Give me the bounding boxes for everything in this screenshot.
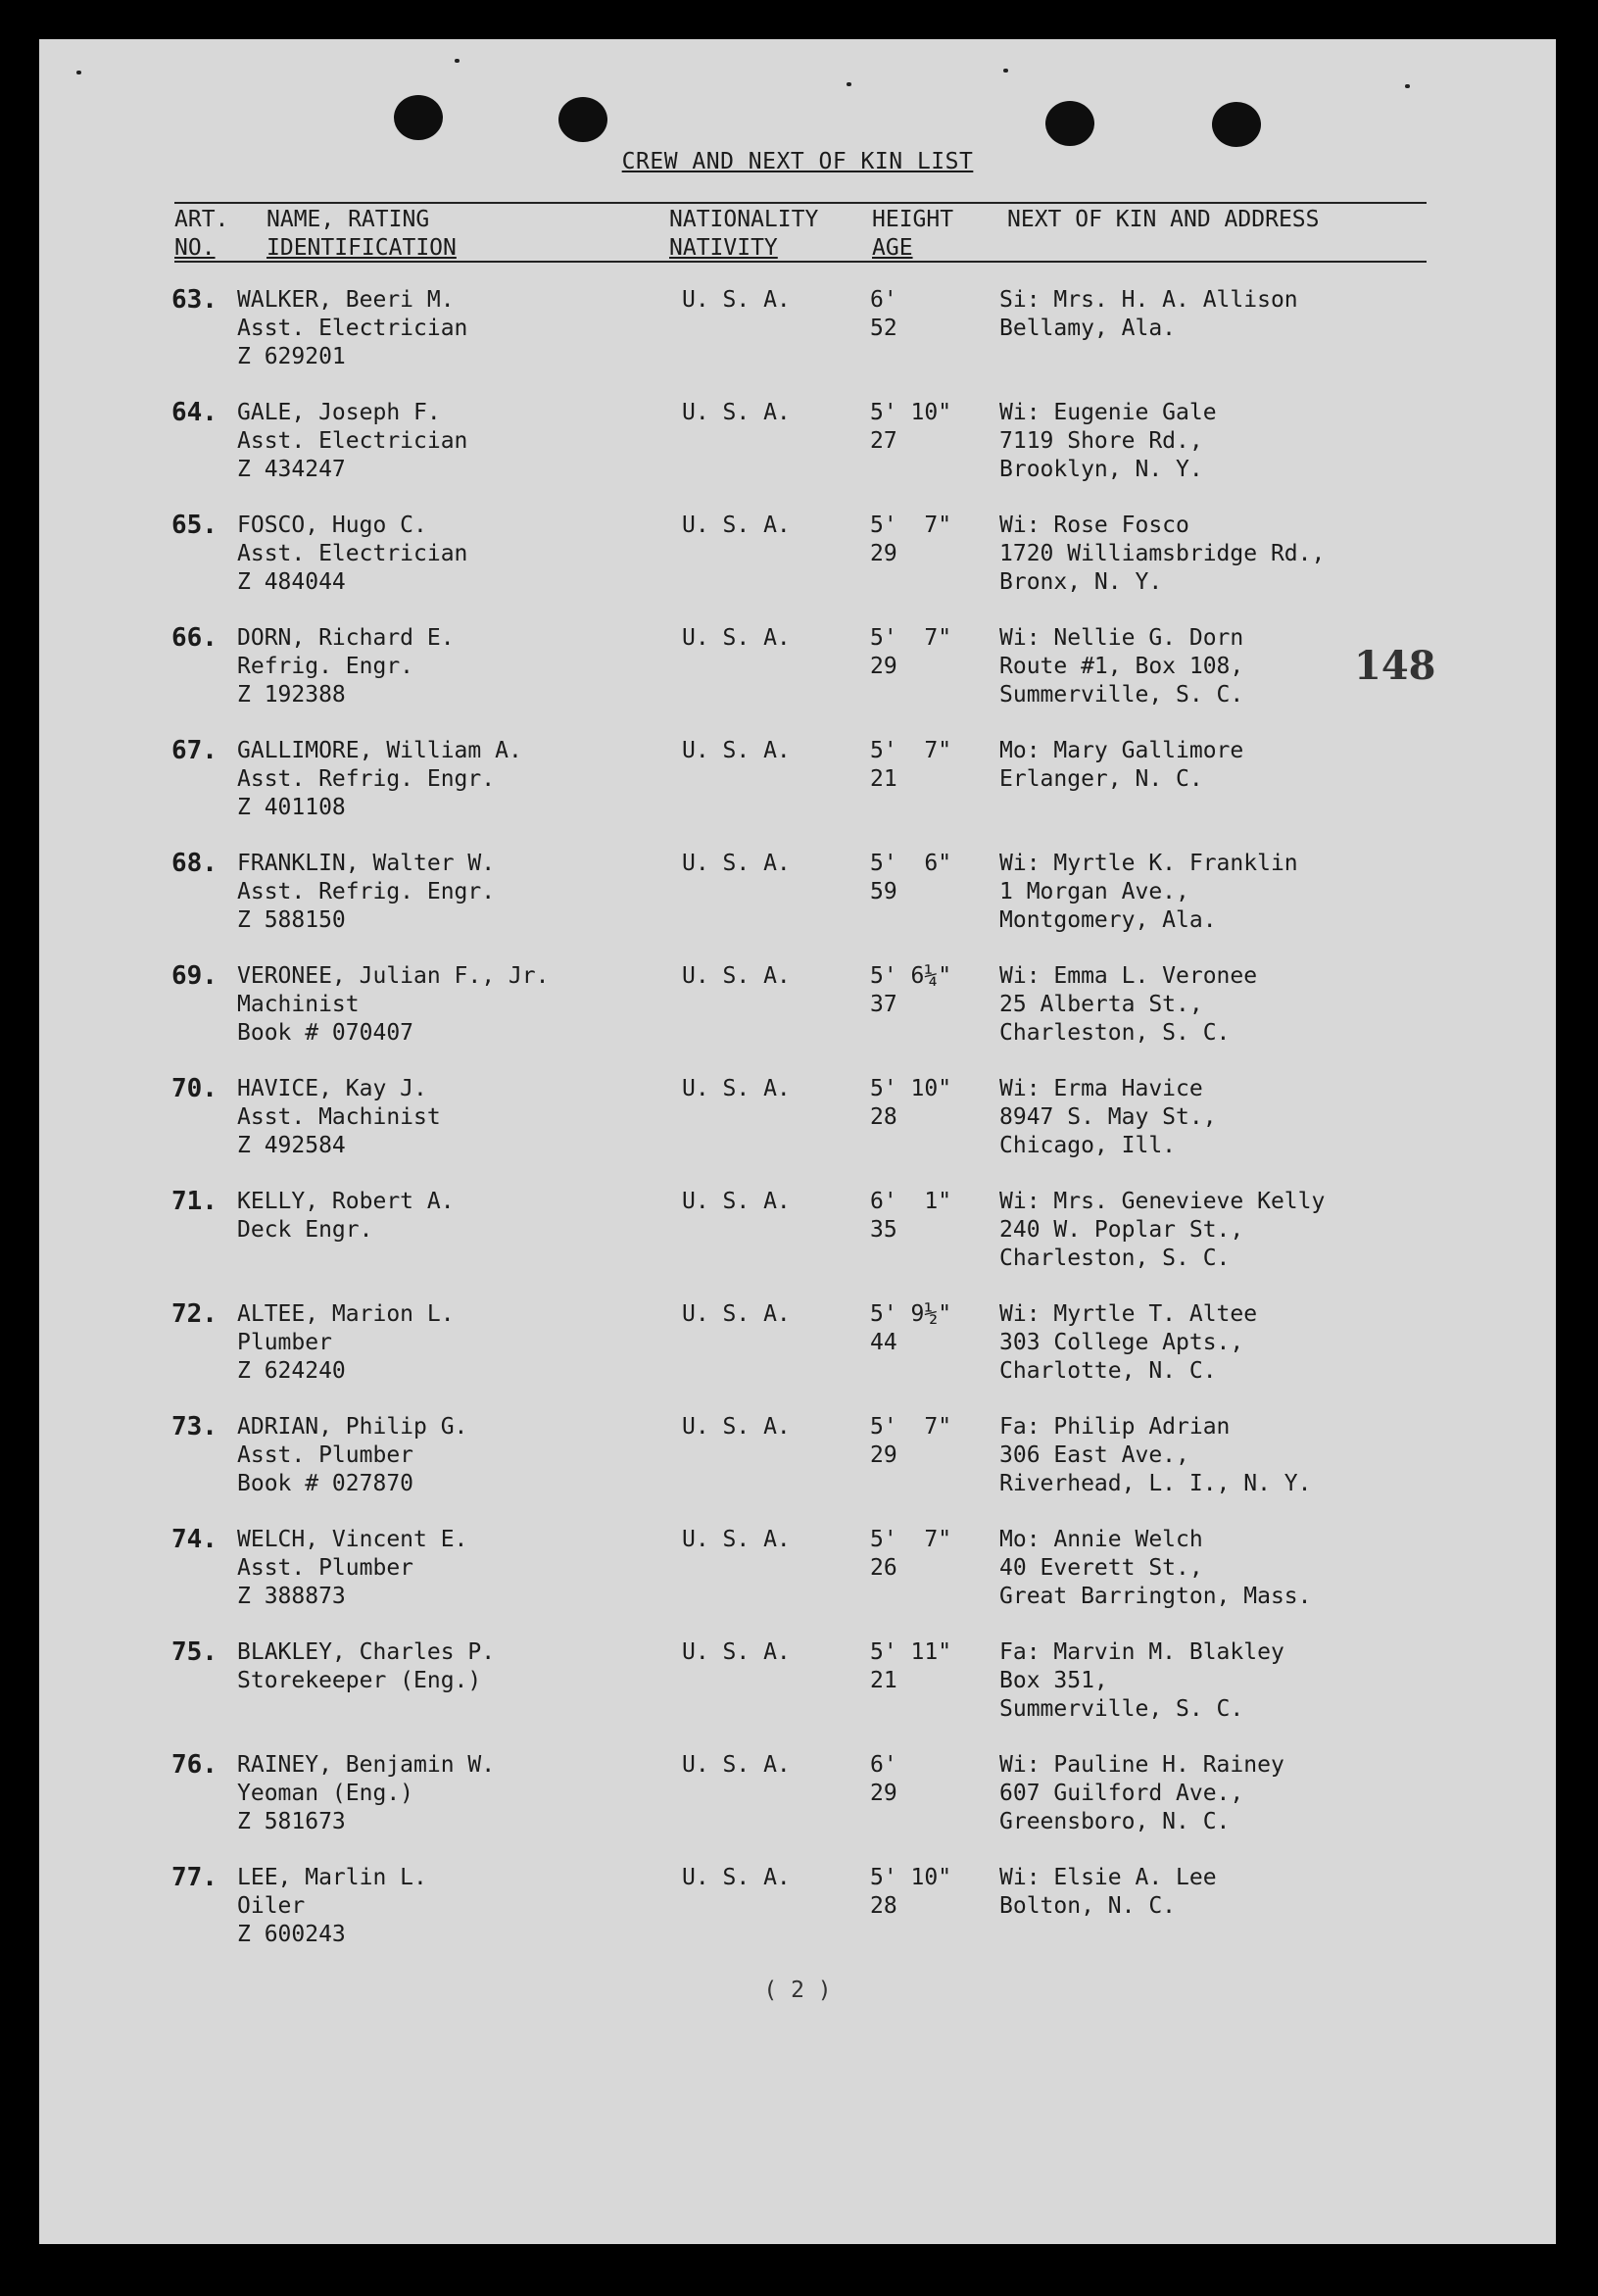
entry-number-line: 76.: [171, 1750, 218, 1780]
entry-next-of-kin-line: Route #1, Box 108,: [999, 654, 1244, 679]
entry-name-rating-id: [237, 962, 550, 1048]
entry-name-rating-id: [237, 1075, 441, 1160]
entry-number: [171, 1526, 218, 1554]
entry-next-of-kin-line: Wi: Eugenie Gale: [999, 400, 1217, 425]
crew-entry: [39, 1751, 1556, 1861]
punch-hole: [1045, 101, 1094, 146]
crew-entry: [39, 512, 1556, 621]
entry-nationality-line: U. S. A.: [682, 625, 791, 651]
entry-number-line: 64.: [171, 398, 218, 427]
entry-height-age: [870, 1864, 951, 1921]
crew-entry: [39, 1413, 1556, 1523]
entry-name-rating-id-line: RAINEY, Benjamin W.: [237, 1752, 496, 1778]
entry-name-rating-id-line: Refrig. Engr.: [237, 654, 414, 679]
speck: [847, 82, 851, 86]
entry-height-age: [870, 1075, 951, 1132]
entry-next-of-kin-line: Mo: Mary Gallimore: [999, 738, 1244, 763]
entry-next-of-kin-line: Wi: Mrs. Genevieve Kelly: [999, 1189, 1326, 1214]
entry-height-age-line: 5' 7": [870, 1414, 952, 1440]
entry-height-age-line: 35: [870, 1217, 897, 1243]
entry-next-of-kin: [999, 737, 1243, 794]
entry-nationality-line: U. S. A.: [682, 1189, 791, 1214]
entry-name-rating-id: [237, 737, 522, 822]
entry-name-rating-id: [237, 1188, 455, 1245]
entry-name-rating-id-line: FOSCO, Hugo C.: [237, 513, 427, 538]
entry-name-rating-id-line: HAVICE, Kay J.: [237, 1076, 427, 1101]
entry-name-rating-id: [237, 1413, 467, 1498]
entry-nationality: [682, 512, 791, 540]
entry-next-of-kin-line: Si: Mrs. H. A. Allison: [999, 287, 1298, 313]
crew-entry: [39, 1300, 1556, 1410]
entry-number: [171, 624, 218, 653]
entry-next-of-kin-line: 240 W. Poplar St.,: [999, 1217, 1244, 1243]
entry-next-of-kin: [999, 1075, 1217, 1160]
entry-next-of-kin-line: 1720 Williamsbridge Rd.,: [999, 541, 1326, 566]
entry-height-age: [870, 1188, 951, 1245]
entry-height-age-line: 5' 6¼": [870, 963, 952, 989]
entry-name-rating-id-line: ALTEE, Marion L.: [237, 1301, 455, 1327]
entry-number: [171, 850, 218, 878]
entry-number-line: 73.: [171, 1412, 218, 1441]
entry-next-of-kin-line: Wi: Pauline H. Rainey: [999, 1752, 1284, 1778]
crew-entry: [39, 1526, 1556, 1636]
entry-next-of-kin: [999, 1864, 1217, 1921]
entry-nationality: [682, 399, 791, 427]
entry-height-age: [870, 962, 951, 1019]
entry-next-of-kin-line: Montgomery, Ala.: [999, 907, 1217, 933]
entry-number-line: 67.: [171, 736, 218, 765]
entry-name-rating-id-line: WELCH, Vincent E.: [237, 1527, 468, 1552]
entry-next-of-kin-line: Wi: Myrtle K. Franklin: [999, 851, 1298, 876]
entry-height-age-line: 28: [870, 1104, 897, 1130]
entry-number-line: 65.: [171, 511, 218, 540]
entry-height-age: [870, 399, 951, 456]
entry-name-rating-id: [237, 1864, 427, 1949]
entry-height-age-line: 52: [870, 316, 897, 341]
entry-next-of-kin-line: Summerville, S. C.: [999, 1696, 1244, 1722]
entry-number-line: 71.: [171, 1187, 218, 1216]
entry-nationality-line: U. S. A.: [682, 1414, 791, 1440]
page-number: ( 2 ): [763, 1978, 832, 2003]
crew-entry: [39, 286, 1556, 396]
entry-nationality: [682, 1751, 791, 1780]
entry-height-age-line: 5' 11": [870, 1639, 952, 1665]
entry-name-rating-id: [237, 399, 467, 484]
entry-next-of-kin-line: 1 Morgan Ave.,: [999, 879, 1189, 904]
entry-height-age-line: 5' 10": [870, 400, 952, 425]
entry-next-of-kin-line: Bronx, N. Y.: [999, 569, 1163, 595]
entry-height-age-line: 5' 7": [870, 513, 952, 538]
entry-height-age: [870, 286, 897, 343]
entry-next-of-kin-line: Summerville, S. C.: [999, 682, 1244, 708]
entry-next-of-kin-line: Wi: Erma Havice: [999, 1076, 1203, 1101]
entry-height-age-line: 21: [870, 1668, 897, 1693]
entry-next-of-kin-line: 8947 S. May St.,: [999, 1104, 1217, 1130]
entry-name-rating-id-line: Book # 027870: [237, 1471, 414, 1496]
entry-next-of-kin-line: Erlanger, N. C.: [999, 766, 1203, 792]
entry-number: [171, 1300, 218, 1329]
entry-next-of-kin-line: Wi: Elsie A. Lee: [999, 1865, 1217, 1890]
crew-entry: [39, 1638, 1556, 1748]
entry-number: [171, 1751, 218, 1780]
entry-next-of-kin-line: Wi: Myrtle T. Altee: [999, 1301, 1258, 1327]
entry-number: [171, 1188, 218, 1216]
header-top-rule: [174, 202, 1427, 204]
entry-height-age-line: 29: [870, 1442, 897, 1468]
entry-next-of-kin-line: Riverhead, L. I., N. Y.: [999, 1471, 1312, 1496]
entry-nationality: [682, 962, 791, 991]
entry-name-rating-id-line: WALKER, Beeri M.: [237, 287, 455, 313]
entry-nationality-line: U. S. A.: [682, 1076, 791, 1101]
entry-height-age-line: 5' 6": [870, 851, 952, 876]
entry-next-of-kin: [999, 1188, 1325, 1273]
entry-number-line: 66.: [171, 623, 218, 653]
entry-height-age-line: 6': [870, 287, 897, 313]
entry-height-age: [870, 1526, 951, 1583]
entry-nationality-line: U. S. A.: [682, 851, 791, 876]
punch-hole: [394, 95, 443, 140]
entry-nationality-line: U. S. A.: [682, 1639, 791, 1665]
entry-next-of-kin-line: Wi: Rose Fosco: [999, 513, 1189, 538]
entry-next-of-kin: [999, 399, 1217, 484]
entry-name-rating-id: [237, 1526, 467, 1611]
entry-next-of-kin: [999, 1526, 1312, 1611]
entry-name-rating-id-line: Machinist: [237, 992, 360, 1017]
entry-next-of-kin-line: 40 Everett St.,: [999, 1555, 1203, 1581]
speck: [76, 71, 81, 74]
entry-name-rating-id-line: Z 624240: [237, 1358, 346, 1384]
entry-number-line: 70.: [171, 1074, 218, 1103]
entry-next-of-kin-line: 607 Guilford Ave.,: [999, 1781, 1244, 1806]
entry-height-age-line: 5' 9½": [870, 1301, 952, 1327]
entry-nationality: [682, 1300, 791, 1329]
entry-next-of-kin-line: Fa: Marvin M. Blakley: [999, 1639, 1284, 1665]
entry-number-line: 75.: [171, 1637, 218, 1667]
crew-entry: [39, 737, 1556, 847]
entry-next-of-kin-line: Charlotte, N. C.: [999, 1358, 1217, 1384]
entry-next-of-kin: [999, 1638, 1284, 1724]
page-stamp-number: 148: [1354, 643, 1436, 689]
entry-next-of-kin-line: Bellamy, Ala.: [999, 316, 1177, 341]
entry-number: [171, 737, 218, 765]
entry-next-of-kin-line: Wi: Nellie G. Dorn: [999, 625, 1244, 651]
entry-number-line: 68.: [171, 849, 218, 878]
crew-entry: [39, 962, 1556, 1072]
crew-entry: [39, 850, 1556, 959]
entry-number: [171, 1413, 218, 1441]
entry-nationality-line: U. S. A.: [682, 400, 791, 425]
entry-height-age-line: 29: [870, 1781, 897, 1806]
entry-height-age: [870, 1300, 951, 1357]
entry-next-of-kin-line: Charleston, S. C.: [999, 1246, 1231, 1271]
entry-number: [171, 286, 218, 315]
entry-name-rating-id-line: Book # 070407: [237, 1020, 414, 1046]
entry-next-of-kin-line: Bolton, N. C.: [999, 1893, 1177, 1919]
entry-height-age-line: 44: [870, 1330, 897, 1355]
entry-name-rating-id-line: BLAKLEY, Charles P.: [237, 1639, 496, 1665]
entry-nationality-line: U. S. A.: [682, 1865, 791, 1890]
entry-next-of-kin-line: Great Barrington, Mass.: [999, 1584, 1312, 1609]
entry-name-rating-id-line: Z 388873: [237, 1584, 346, 1609]
entry-height-age-line: 5' 10": [870, 1076, 952, 1101]
entry-height-age-line: 26: [870, 1555, 897, 1581]
crew-entry: [39, 399, 1556, 509]
entry-name-rating-id-line: Asst. Refrig. Engr.: [237, 766, 496, 792]
entry-name-rating-id-line: Deck Engr.: [237, 1217, 373, 1243]
crew-entry: [39, 1864, 1556, 1974]
entry-nationality: [682, 1188, 791, 1216]
entry-next-of-kin-line: 25 Alberta St.,: [999, 992, 1203, 1017]
entry-name-rating-id-line: Oiler: [237, 1893, 306, 1919]
entry-name-rating-id-line: Yeoman (Eng.): [237, 1781, 414, 1806]
entry-next-of-kin-line: Box 351,: [999, 1668, 1108, 1693]
entry-name-rating-id-line: ADRIAN, Philip G.: [237, 1414, 468, 1440]
entry-name-rating-id: [237, 1751, 495, 1836]
entry-height-age: [870, 1751, 897, 1808]
header-nationality: NATIONALITY NATIVITY: [669, 207, 819, 261]
entry-next-of-kin-line: 303 College Apts.,: [999, 1330, 1244, 1355]
entry-name-rating-id-line: Asst. Electrician: [237, 541, 468, 566]
crew-entry: [39, 1075, 1556, 1185]
entry-height-age-line: 6' 1": [870, 1189, 952, 1214]
entry-name-rating-id-line: VERONEE, Julian F., Jr.: [237, 963, 550, 989]
entry-name-rating-id-line: Z 588150: [237, 907, 346, 933]
entry-height-age-line: 5' 7": [870, 738, 952, 763]
entry-name-rating-id-line: LEE, Marlin L.: [237, 1865, 427, 1890]
entry-name-rating-id-line: GALLIMORE, William A.: [237, 738, 522, 763]
document-page: [39, 39, 1556, 2244]
crew-entry: [39, 1188, 1556, 1297]
document-title: CREW AND NEXT OF KIN LIST: [621, 149, 974, 174]
entry-height-age: [870, 850, 951, 906]
entry-number-line: 77.: [171, 1863, 218, 1892]
entry-nationality-line: U. S. A.: [682, 1527, 791, 1552]
entry-nationality: [682, 1413, 791, 1441]
entry-height-age-line: 6': [870, 1752, 897, 1778]
entry-nationality: [682, 624, 791, 653]
entry-number-line: 63.: [171, 285, 218, 315]
entry-nationality: [682, 850, 791, 878]
speck: [455, 59, 460, 63]
entry-name-rating-id-line: Asst. Plumber: [237, 1555, 414, 1581]
entry-number-line: 74.: [171, 1525, 218, 1554]
entry-nationality: [682, 1864, 791, 1892]
entry-number: [171, 399, 218, 427]
entry-name-rating-id: [237, 1300, 455, 1386]
entry-next-of-kin-line: Greensboro, N. C.: [999, 1809, 1231, 1834]
entry-next-of-kin-line: Charleston, S. C.: [999, 1020, 1231, 1046]
entry-name-rating-id-line: Asst. Plumber: [237, 1442, 414, 1468]
entry-number: [171, 512, 218, 540]
entry-number-line: 72.: [171, 1299, 218, 1329]
punch-hole: [1212, 102, 1261, 147]
entry-next-of-kin: [999, 1751, 1284, 1836]
entry-nationality: [682, 1638, 791, 1667]
entry-name-rating-id-line: Z 581673: [237, 1809, 346, 1834]
entry-next-of-kin: [999, 850, 1298, 935]
entry-next-of-kin-line: 7119 Shore Rd.,: [999, 428, 1203, 454]
entry-number: [171, 962, 218, 991]
entry-height-age: [870, 1638, 951, 1695]
entry-number: [171, 1075, 218, 1103]
entry-name-rating-id-line: Plumber: [237, 1330, 332, 1355]
entry-next-of-kin-line: Brooklyn, N. Y.: [999, 457, 1203, 482]
entry-next-of-kin-line: 306 East Ave.,: [999, 1442, 1189, 1468]
entry-name-rating-id: [237, 512, 467, 597]
entry-height-age: [870, 1413, 951, 1470]
entry-name-rating-id-line: Asst. Electrician: [237, 428, 468, 454]
entry-nationality: [682, 737, 791, 765]
entry-number: [171, 1638, 218, 1667]
entry-height-age-line: 29: [870, 541, 897, 566]
punch-hole: [558, 97, 607, 142]
entry-number-line: 69.: [171, 961, 218, 991]
entry-name-rating-id-line: KELLY, Robert A.: [237, 1189, 455, 1214]
entry-name-rating-id-line: Asst. Electrician: [237, 316, 468, 341]
entry-next-of-kin: [999, 512, 1325, 597]
entry-next-of-kin-line: Fa: Philip Adrian: [999, 1414, 1231, 1440]
entry-nationality-line: U. S. A.: [682, 963, 791, 989]
entry-nationality: [682, 1526, 791, 1554]
crew-entry: [39, 624, 1556, 734]
entry-name-rating-id: [237, 624, 455, 709]
entry-name-rating-id-line: FRANKLIN, Walter W.: [237, 851, 496, 876]
entry-height-age-line: 5' 7": [870, 625, 952, 651]
entry-name-rating-id-line: GALE, Joseph F.: [237, 400, 441, 425]
header-height-age: HEIGHT AGE: [872, 207, 954, 261]
entry-height-age-line: 27: [870, 428, 897, 454]
entry-height-age: [870, 737, 951, 794]
entry-next-of-kin: [999, 286, 1298, 343]
entry-height-age: [870, 624, 951, 681]
entry-height-age-line: 37: [870, 992, 897, 1017]
entry-name-rating-id-line: Z 629201: [237, 344, 346, 369]
speck: [1003, 69, 1008, 73]
entry-nationality-line: U. S. A.: [682, 287, 791, 313]
speck: [1405, 84, 1410, 88]
entry-name-rating-id-line: Z 600243: [237, 1922, 346, 1947]
entry-name-rating-id-line: Z 492584: [237, 1133, 346, 1158]
header-name-rating: NAME, RATING IDENTIFICATION: [266, 207, 457, 261]
entry-name-rating-id-line: Z 192388: [237, 682, 346, 708]
entry-name-rating-id-line: Z 401108: [237, 795, 346, 820]
entry-height-age: [870, 512, 951, 568]
entry-name-rating-id-line: Asst. Refrig. Engr.: [237, 879, 496, 904]
entry-height-age-line: 5' 10": [870, 1865, 952, 1890]
entry-next-of-kin-line: Mo: Annie Welch: [999, 1527, 1203, 1552]
entry-nationality-line: U. S. A.: [682, 1301, 791, 1327]
entry-nationality-line: U. S. A.: [682, 738, 791, 763]
entry-next-of-kin: [999, 1300, 1257, 1386]
entry-nationality-line: U. S. A.: [682, 513, 791, 538]
entry-name-rating-id: [237, 1638, 495, 1695]
entry-name-rating-id-line: Z 484044: [237, 569, 346, 595]
entry-name-rating-id-line: Z 434247: [237, 457, 346, 482]
entry-next-of-kin-line: Wi: Emma L. Veronee: [999, 963, 1258, 989]
entry-number: [171, 1864, 218, 1892]
entry-next-of-kin: [999, 962, 1257, 1048]
entry-name-rating-id-line: Storekeeper (Eng.): [237, 1668, 482, 1693]
entry-next-of-kin-line: Chicago, Ill.: [999, 1133, 1177, 1158]
entry-name-rating-id: [237, 286, 467, 371]
entry-height-age-line: 5' 7": [870, 1527, 952, 1552]
entry-nationality: [682, 1075, 791, 1103]
header-bottom-rule: [174, 261, 1427, 263]
entry-name-rating-id: [237, 850, 495, 935]
entry-nationality: [682, 286, 791, 315]
entry-height-age-line: 28: [870, 1893, 897, 1919]
header-next-of-kin: NEXT OF KIN AND ADDRESS: [1007, 207, 1320, 232]
header-art-no: ART. NO.: [174, 207, 229, 261]
entry-name-rating-id-line: DORN, Richard E.: [237, 625, 455, 651]
entry-next-of-kin: [999, 624, 1243, 709]
entry-height-age-line: 59: [870, 879, 897, 904]
entry-name-rating-id-line: Asst. Machinist: [237, 1104, 441, 1130]
entry-nationality-line: U. S. A.: [682, 1752, 791, 1778]
entry-height-age-line: 21: [870, 766, 897, 792]
entry-height-age-line: 29: [870, 654, 897, 679]
entry-next-of-kin: [999, 1413, 1312, 1498]
